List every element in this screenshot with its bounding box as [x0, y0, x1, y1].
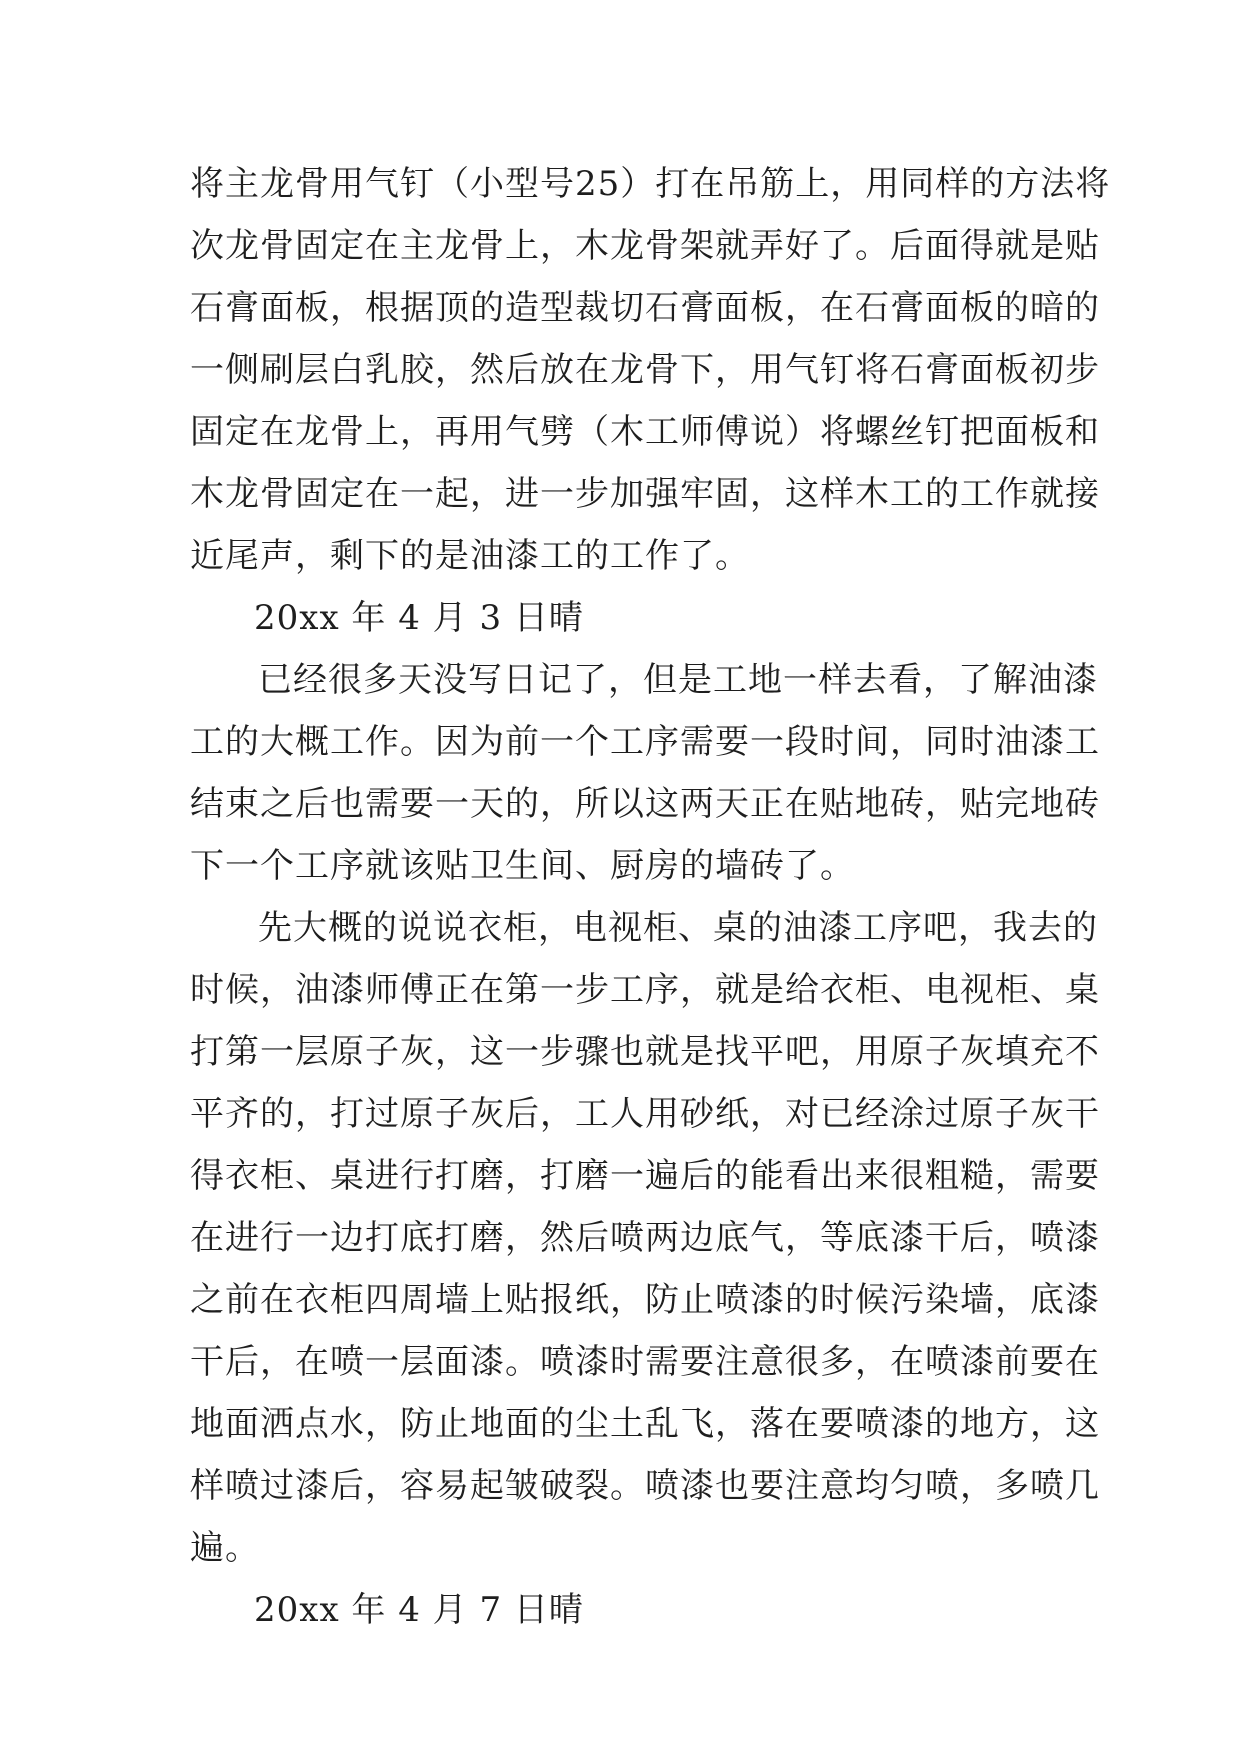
paragraph-ceiling-installation — [190, 153, 1111, 587]
text-line: 时候，油漆师傅正在第一步工序，就是给衣柜、电视柜、桌 — [190, 970, 1100, 1010]
text-line: 结束之后也需要一天的，所以这两天正在贴地砖，贴完地砖 — [190, 784, 1100, 824]
text-line: 工的大概工作。因为前一个工序需要一段时间，同时油漆工 — [190, 722, 1100, 762]
document-body — [190, 153, 1111, 1641]
text-line: 将主龙骨用气钉（小型号25）打在吊筋上，用同样的方法将 — [190, 164, 1111, 204]
text-line: 平齐的，打过原子灰后，工人用砂纸，对已经涂过原子灰干 — [190, 1094, 1100, 1134]
text-line: 打第一层原子灰，这一步骤也就是找平吧，用原子灰填充不 — [190, 1032, 1100, 1072]
paragraph-painter-work — [190, 649, 1100, 897]
text-line: 先大概的说说衣柜，电视柜、桌的油漆工序吧，我去的 — [258, 908, 1098, 948]
text-line: 地面洒点水，防止地面的尘土乱飞，落在要喷漆的地方，这 — [190, 1404, 1100, 1444]
text-line: 石膏面板，根据顶的造型裁切石膏面板，在石膏面板的暗的 — [190, 288, 1100, 328]
text-line: 木龙骨固定在一起，进一步加强牢固，这样木工的工作就接 — [190, 474, 1100, 514]
text-line: 近尾声，剩下的是油漆工的工作了。 — [190, 536, 750, 576]
diary-date-heading: 20xx 年 4 月 3 日晴 — [254, 598, 584, 638]
diary-date-heading: 20xx 年 4 月 7 日晴 — [254, 1590, 584, 1630]
text-line: 样喷过漆后，容易起皱破裂。喷漆也要注意均匀喷，多喷几 — [190, 1466, 1100, 1506]
text-line: 已经很多天没写日记了，但是工地一样去看，了解油漆 — [258, 660, 1098, 700]
text-line: 固定在龙骨上，再用气劈（木工师傅说）将螺丝钉把面板和 — [190, 412, 1100, 452]
text-line: 之前在衣柜四周墙上贴报纸，防止喷漆的时候污染墙，底漆 — [190, 1280, 1100, 1320]
text-line: 干后，在喷一层面漆。喷漆时需要注意很多，在喷漆前要在 — [190, 1342, 1100, 1382]
text-line: 得衣柜、桌进行打磨，打磨一遍后的能看出来很粗糙，需要 — [190, 1156, 1100, 1196]
text-line: 次龙骨固定在主龙骨上，木龙骨架就弄好了。后面得就是贴 — [190, 226, 1100, 266]
text-line: 一侧刷层白乳胶，然后放在龙骨下，用气钉将石膏面板初步 — [190, 350, 1100, 390]
paragraph-painting-process — [190, 897, 1100, 1579]
text-line: 遍。 — [190, 1528, 260, 1568]
text-line: 下一个工序就该贴卫生间、厨房的墙砖了。 — [190, 846, 855, 886]
text-line: 在进行一边打底打磨，然后喷两边底气，等底漆干后，喷漆 — [190, 1218, 1100, 1258]
